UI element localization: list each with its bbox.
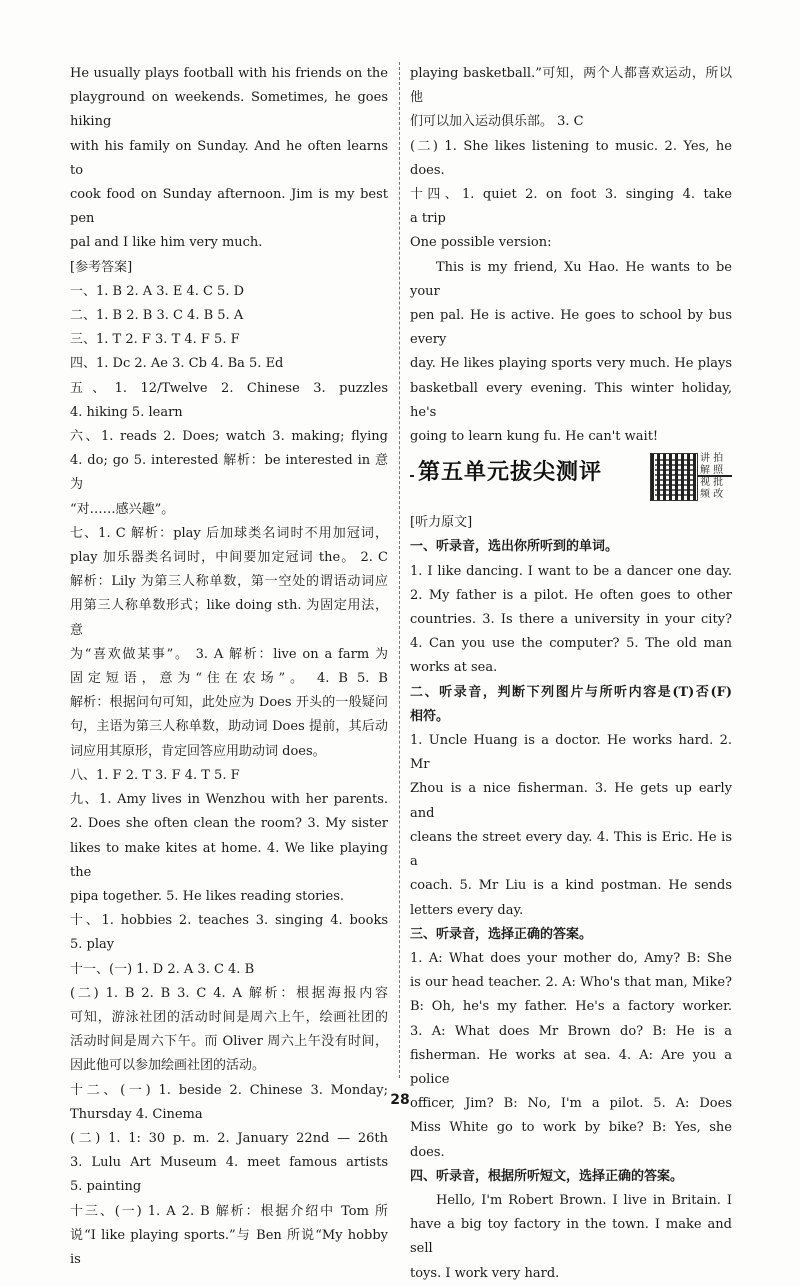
left-column — [70, 62, 388, 1272]
text-line: 4. hiking 5. learn — [70, 404, 183, 420]
text-line: B: Oh, he's my father. He's a factory worker. — [410, 999, 732, 1015]
text-line: 一、1. B 2. A 3. E 4. C 5. D — [70, 283, 245, 299]
text-line: 词应用其原形，肯定回答应用助动词 does。 — [70, 743, 326, 759]
text-line: 2. My father is a pilot. He often goes to other — [410, 587, 732, 603]
text-line: 八、1. F 2. T 3. F 4. T 5. F — [70, 767, 240, 783]
text-line: 一、听录音，选出你所听到的单词。 — [410, 539, 619, 555]
text-line: He usually plays football with his friends on the — [70, 66, 388, 81]
text-line: 四、听录音，根据所听短文，选择正确的答案。 — [410, 1168, 684, 1184]
qr-caption: 讲 拍 解 照 视 批 频 改 — [700, 453, 724, 501]
right-top-block — [410, 62, 732, 449]
text-line: 六、1. reads 2. Does; watch 3. making; flying — [70, 429, 388, 445]
text-line: 4. Can you use the computer? 5. The old man — [410, 636, 732, 652]
section-header — [410, 453, 732, 505]
text-line: fisherman. He works at sea. 4. A: Are you a police — [410, 1047, 732, 1087]
text-line: (二) 1. 1: 30 p. m. 2. January 22nd — 26th — [70, 1130, 388, 1146]
text-line: likes to make kites at home. 4. We like playing the — [70, 840, 388, 880]
text-line: 固定短语，意为“住在农场”。 4. B 5. B — [70, 671, 388, 687]
text-line: pen pal. He is active. He goes to school by bus every — [410, 308, 732, 348]
text-line: 十三、(一) 1. A 2. B 解析：根据介绍中 Tom 所 — [70, 1203, 388, 1219]
text-line: pal and I like him very much. — [70, 235, 263, 251]
text-line: letters every day. — [410, 902, 524, 918]
text-line: 1. A: What does your mother do, Amy? B: She — [410, 950, 732, 966]
text-line: 1. Uncle Huang is a doctor. He works hard. 2. Mr — [410, 733, 732, 773]
text-line: 活动时间是周六下午。而 Oliver 周六上午没有时间， — [70, 1034, 388, 1050]
text-line: (二) 1. She likes listening to music. 2. Yes, he — [410, 138, 732, 154]
text-line: 5. play — [70, 937, 115, 953]
text-line: 二、听录音，判断下列图片与所听内容是(T)否(F) — [410, 684, 732, 700]
text-line: 十、1. hobbies 2. teaches 3. singing 4. books — [70, 913, 388, 929]
text-line: pipa together. 5. He likes reading stories. — [70, 888, 345, 904]
text-line: This is my friend, Xu Hao. He wants to be your — [410, 259, 732, 299]
text-line: 十一、(一) 1. D 2. A 3. C 4. B — [70, 961, 255, 977]
text-line: One possible version: — [410, 235, 552, 251]
text-line: works at sea. — [410, 660, 498, 676]
text-line: 解析：根据问句可知，此处应为 Does 开头的一般疑问 — [70, 695, 388, 711]
text-line: Thursday 4. Cinema — [70, 1106, 203, 1122]
text-line: does. — [410, 1144, 445, 1160]
text-line: with his family on Sunday. And he often learns to — [70, 138, 388, 178]
text-line: basketball every evening. This winter holiday, he's — [410, 380, 732, 420]
text-line: countries. 3. Is there a university in your city? — [410, 612, 732, 628]
text-line: 1. I like dancing. I want to be a dancer one day. — [410, 563, 732, 579]
text-line: 5. painting — [70, 1179, 142, 1195]
text-line: 说“I like playing sports.”与 Ben 所说“My hobby is — [70, 1227, 388, 1267]
text-line: 十四、1. quiet 2. on foot 3. singing 4. take — [410, 187, 732, 203]
text-line: going to learn kung fu. He can't wait! — [410, 429, 659, 445]
text-line: a trip — [410, 211, 446, 227]
text-line: 五、1. 12/Twelve 2. Chinese 3. puzzles — [70, 380, 388, 396]
text-line: 解析：Lily 为第三人称单数，第一空处的谓语动词应 — [70, 574, 388, 590]
text-line: 十二、(一) 1. beside 2. Chinese 3. Monday; — [70, 1082, 388, 1098]
text-line: Hello, I'm Robert Brown. I live in Britain. I — [436, 1192, 732, 1208]
text-line: 2. Does she often clean the room? 3. My sister — [70, 816, 388, 832]
text-line: 三、1. T 2. F 3. T 4. F 5. F — [70, 332, 240, 348]
text-line: playing basketball.”可知，两个人都喜欢运动，所以他 — [410, 66, 732, 106]
text-line: 3. Lulu Art Museum 4. meet famous artists — [70, 1155, 388, 1171]
text-line: 3. A: What does Mr Brown do? B: He is a — [410, 1023, 732, 1039]
text-line: toys. I work very hard. — [410, 1265, 560, 1281]
text-line: (二) 1. B 2. B 3. C 4. A 解析：根据海报内容 — [70, 985, 388, 1001]
text-line: cook food on Sunday afternoon. Jim is my best pen — [70, 187, 388, 227]
column-divider — [399, 62, 400, 1078]
text-line: 三、听录音，选择正确的答案。 — [410, 926, 593, 942]
text-line: is our head teacher. 2. A: Who's that man, Mike? — [410, 975, 732, 991]
text-line: 七、1. C 解析：play 后加球类名词时不用加冠词， — [70, 525, 388, 541]
right-bottom-block — [410, 511, 732, 1286]
section-title: 第五单元拔尖测评 — [418, 460, 603, 486]
text-line: [参考答案] — [70, 259, 133, 275]
text-line: [听力原文] — [410, 515, 473, 531]
page-number: 28 — [390, 1092, 410, 1108]
text-line: cleans the street every day. 4. This is Eric. He is a — [410, 829, 732, 870]
text-line: 相符。 — [410, 708, 450, 724]
text-line: 4. do; go 5. interested 解析：be interested in 意为 — [70, 453, 388, 493]
text-line: “对……感兴趣”。 — [70, 501, 175, 517]
text-line: 九、1. Amy lives in Wenzhou with her parents. — [70, 792, 388, 808]
text-line: 可知，游泳社团的活动时间是周六上午，绘画社团的 — [70, 1009, 388, 1025]
text-line: 句，主语为第三人称单数，助动词 Does 提前，其后动 — [70, 719, 388, 735]
text-line: 二、1. B 2. B 3. C 4. B 5. A — [70, 308, 244, 324]
text-line: 为“喜欢做某事”。 3. A 解析：live on a farm 为 — [70, 646, 388, 662]
text-line: day. He likes playing sports very much. He plays — [410, 356, 732, 372]
text-line: playground on weekends. Sometimes, he goes hiking — [70, 90, 388, 130]
text-line: 四、1. Dc 2. Ae 3. Cb 4. Ba 5. Ed — [70, 356, 284, 372]
text-line: play 加乐器类名词时，中间要加定冠词 the。 2. C — [70, 550, 388, 566]
text-line: 因此他可以参加绘画社团的活动。 — [70, 1058, 266, 1074]
text-line: coach. 5. Mr Liu is a kind postman. He sends — [410, 878, 732, 894]
text-line: 用第三人称单数形式；like doing sth. 为固定用法，意 — [70, 598, 388, 638]
text-line: does. — [410, 162, 445, 178]
text-line: 们可以加入运动俱乐部。 3. C — [410, 114, 584, 130]
qr-code-icon[interactable] — [650, 453, 698, 501]
text-line: Zhou is a nice fisherman. 3. He gets up early and — [410, 781, 732, 821]
text-line: officer, Jim? B: No, I'm a pilot. 5. A: Does — [410, 1096, 732, 1112]
text-line: Miss White go to work by bike? B: Yes, she — [410, 1120, 732, 1136]
text-line: have a big toy factory in the town. I make and sell — [410, 1217, 732, 1257]
